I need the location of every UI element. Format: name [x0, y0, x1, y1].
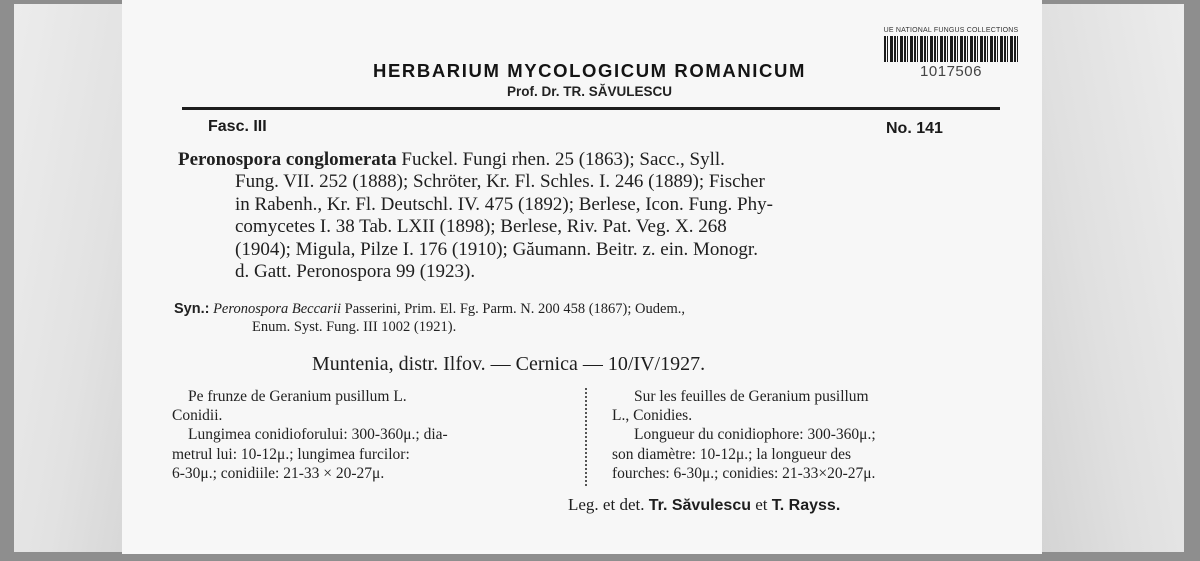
species-bibliography: [178, 149, 998, 283]
envelope-left-flap: [14, 4, 134, 552]
description-line: metrul lui: 10-12μ.; lungimea furcilor:: [172, 445, 410, 463]
herbarium-title: HERBARIUM MYCOLOGICUM ROMANICUM: [373, 60, 806, 81]
description-line: Sur les feuilles de Geranium pusillum: [634, 388, 869, 405]
collector-name: T. Rayss.: [771, 497, 841, 514]
french-description: [612, 387, 1007, 483]
description-line: L., Conidies.: [612, 407, 693, 425]
bibliography-line: in Rabenh., Kr. Fl. Deutschl. IV. 475 (1892); Berlese, Icon. Fung. Phy-: [235, 193, 773, 215]
synonym-line-2: Enum. Syst. Fung. III 1002 (1921).: [252, 319, 457, 335]
bibliography-line: Fung. VII. 252 (1888); Schröter, Kr. Fl. Schles. I. 246 (1889); Fischer: [235, 171, 765, 193]
envelope-right-flap: [1040, 4, 1184, 552]
description-line: Pe frunze de Geranium pusillum L.: [188, 388, 407, 405]
fascicle-label: Fasc. III: [208, 118, 267, 135]
synonym-name: Peronospora Beccarii: [213, 301, 342, 317]
description-line: fourches: 6-30μ.; conidies: 21-33×20-27μ.: [612, 464, 876, 482]
barcode-caption: UE NATIONAL FUNGUS COLLECTIONS: [883, 27, 1019, 34]
barcode-icon: [884, 36, 1018, 62]
locality-line: Muntenia, distr. Ilfov. — Cernica — 10/IV/1927.: [312, 353, 706, 375]
collector-name: Tr. Săvulescu: [648, 497, 751, 514]
description-line: 6-30μ.; conidiile: 21-33 × 20-27μ.: [172, 464, 385, 482]
specimen-number: No. 141: [886, 120, 943, 137]
description-line: son diamètre: 10-12μ.; la longueur des: [612, 445, 852, 463]
bibliography-line: (1904); Migula, Pilze I. 176 (1910); Găumann. Beitr. z. ein. Monogr.: [235, 238, 758, 260]
description-line: Longueur du conidiophore: 300-360μ.;: [634, 426, 876, 444]
barcode-number: 1017506: [920, 63, 982, 80]
bibliography-line-1: Peronospora conglomerata Fuckel. Fungi rhen. 25 (1863); Sacc., Syll.: [178, 149, 725, 170]
description-line: Conidii.: [172, 407, 223, 425]
synonym-label: Syn.:: [174, 301, 210, 317]
bibliography-line: comycetes I. 38 Tab. LXII (1898); Berlese, Riv. Pat. Veg. X. 268: [235, 216, 727, 238]
header-rule: [182, 107, 1000, 110]
bibliography-line: d. Gatt. Peronospora 99 (1923).: [235, 261, 476, 283]
species-name: Peronospora conglomerata: [178, 149, 397, 170]
herbarium-subtitle: Prof. Dr. TR. SĂVULESCU: [506, 84, 673, 99]
description-line: Lungimea conidioforului: 300-360μ.; dia-: [188, 426, 448, 444]
collectors-line: Leg. et det. Tr. Săvulescu et T. Rayss.: [568, 495, 841, 514]
column-divider: [585, 388, 587, 486]
barcode-sticker: [880, 27, 1022, 97]
synonym-line-1: Syn.: Peronospora Beccarii Passerini, Prim. El. Fg. Parm. N. 200 458 (1867); Oudem.,: [174, 301, 685, 317]
romanian-description: [172, 387, 562, 483]
synonym-block: [174, 300, 1004, 336]
